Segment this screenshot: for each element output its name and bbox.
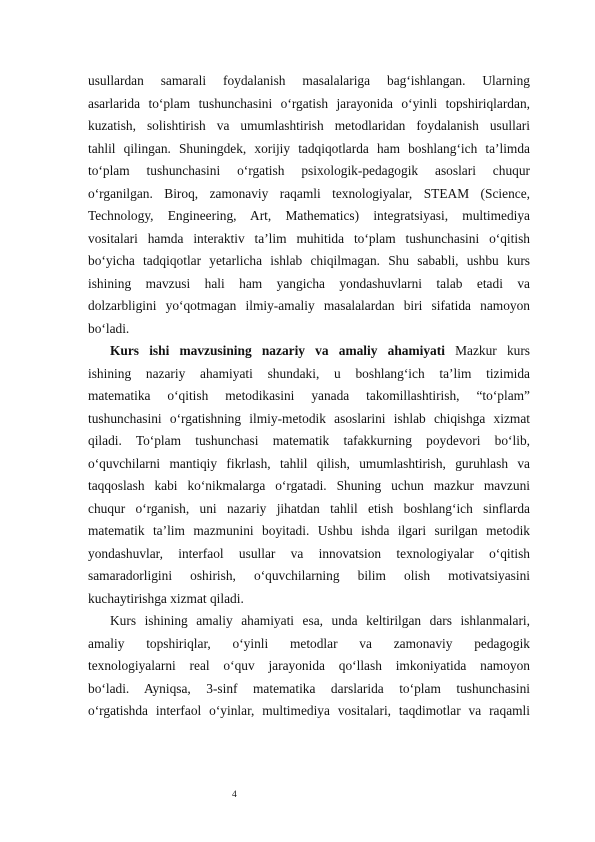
text-line: bo‘yicha tadqiqotlar yetarlicha ishlab chiqilmagan. Shu sababli, ushbu kurs xyxy=(88,253,530,268)
text-line: texnologiyalarni real o‘quv jarayonida qo‘llash imkoniyatida namoyon xyxy=(88,658,530,673)
text-line: bo‘ladi. Ayniqsa, 3-sinf matematika darslarida to‘plam tushunchasini xyxy=(88,680,530,696)
text-line: kuzatish, solishtirish va umumlashtirish metodlaridan foydalanish usullari xyxy=(88,118,530,133)
text-line: bo‘ladi. xyxy=(88,320,130,336)
body-text xyxy=(88,70,530,723)
text-line: yondashuvlar, interfaol usullar va innovatsion texnologiyalar o‘qitish xyxy=(88,545,530,561)
text-line: chuqur o‘rganish, uni nazariy jihatdan tahlil etish boshlang‘ich sinflarda xyxy=(88,500,530,516)
text-line: usullardan samarali foydalanish masalalariga bag‘ishlangan. Ularning xyxy=(88,73,530,88)
text-line: matematika o‘qitish metodikasini yanada takomillashtirish, “to‘plam” xyxy=(88,388,530,403)
text-line: matematik ta’lim mazmunini boyitadi. Ushbu ishda ilgari surilgan metodik xyxy=(88,523,530,538)
heading-line-rest: Mazkur kurs xyxy=(444,343,530,358)
text-line: Technology, Engineering, Art, Mathematics) integratsiyasi, multimediya xyxy=(88,208,530,223)
text-line: vositalari hamda interaktiv ta’lim muhitida to‘plam tushunchasini o‘qitish xyxy=(88,230,530,246)
text-line: o‘rgatishda interfaol o‘yinlar, multimediya vositalari, taqdimotlar va raqamli xyxy=(88,703,530,718)
text-line: samaradorligini oshirish, o‘quvchilarning bilim olish motivatsiyasini xyxy=(88,568,530,583)
text-line: amaliy topshiriqlar, o‘yinli metodlar va zamonaviy pedagogik xyxy=(88,635,530,651)
text-line: taqqoslash kabi ko‘nikmalarga o‘rgatadi. Shuning uchun mazkur mavzuni xyxy=(88,478,530,493)
text-line: kuchaytirishga xizmat qiladi. xyxy=(88,590,244,606)
text-line: tahlil qilingan. Shuningdek, xorijiy tadqiqotlarda ham boshlang‘ich ta’limda xyxy=(88,140,530,156)
text-line: dolzarbligini yo‘qotmagan ilmiy-amaliy masalalardan biri sifatida namoyon xyxy=(88,298,530,313)
page-number: 4 xyxy=(232,790,237,800)
text-line: ishining nazariy ahamiyati shundaki, u boshlang‘ich ta’lim tizimida xyxy=(88,365,530,381)
section-heading: Kurs ishi mavzusining nazariy va amaliy ahamiyati xyxy=(110,343,445,358)
text-line: Kurs ishining amaliy ahamiyati esa, unda keltirilgan dars ishlanmalari, xyxy=(110,613,530,628)
text-line: qiladi. To‘plam tushunchasi matematik tafakkurning poydevori bo‘lib, xyxy=(88,433,530,448)
text-line: to‘plam tushunchasini o‘rgatish psixologik-pedagogik asoslari chuqur xyxy=(88,163,530,178)
section-heading-line xyxy=(88,340,530,363)
text-line: o‘quvchilarni mantiqiy fikrlash, tahlil qilish, umumlashtirish, guruhlash va xyxy=(88,455,530,471)
text-line: o‘rganilgan. Biroq, zamonaviy raqamli texnologiyalar, STEAM (Science, xyxy=(88,185,530,201)
text-line: tushunchasini o‘rgatishning ilmiy-metodik asoslarini ishlab chiqishga xizmat xyxy=(88,410,530,426)
text-line: ishining mavzusi hali ham yangicha yondashuvlarni talab etadi va xyxy=(88,275,530,291)
text-line: asarlarida to‘plam tushunchasini o‘rgatish jarayonida o‘yinli topshiriqlardan, xyxy=(88,95,530,111)
